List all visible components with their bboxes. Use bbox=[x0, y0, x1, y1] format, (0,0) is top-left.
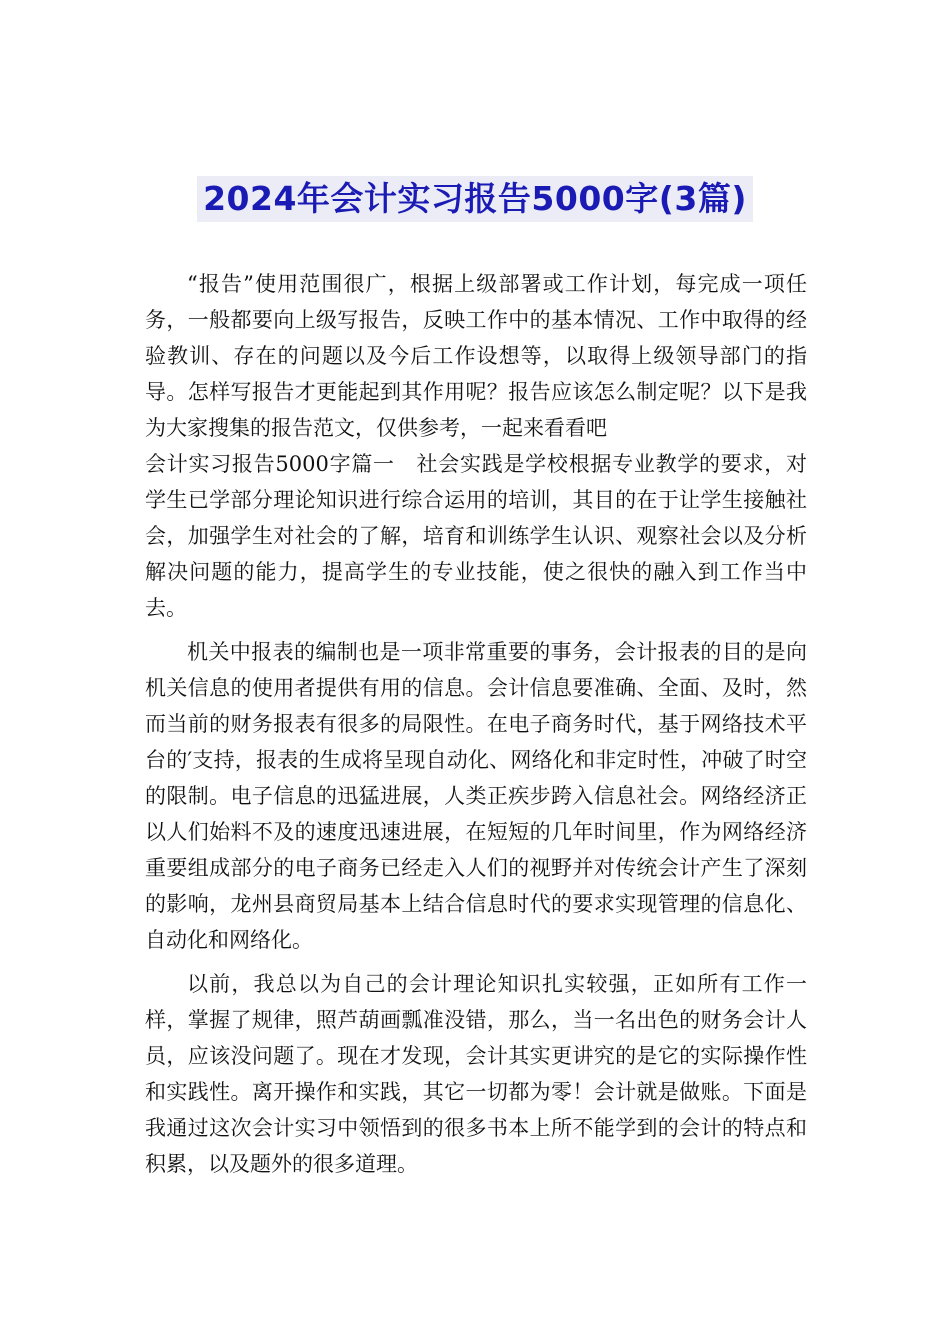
experience-paragraph: 以前，我总以为自己的会计理论知识扎实较强，正如所有工作一样，掌握了规律，照芦葫画瓢准没错，那么，当一名出色的财务会计人员，应该没问题了。现在才发现，会计其实更讲究的是它的实际操作性和实践性。离开操作和实践，其它一切都为零！会计就是做账。下面是我通过这次会计实习中领悟到的很多书本上所不能学到的会计的特点和积累，以及题外的很多道理。 bbox=[145, 972, 807, 1176]
intro-paragraph: “报告”使用范围很广，根据上级部署或工作计划，每完成一项任务，一般都要向上级写报告，反映工作中的基本情况、工作中取得的经验教训、存在的问题以及今后工作设想等，以取得上级领导部门的指导。怎样写报告才更能起到其作用呢？报告应该怎么制定呢？以下是我为大家搜集的报告范文，仅供参考，一起来看看吧 bbox=[145, 272, 807, 440]
document-title bbox=[0, 176, 950, 228]
document-body bbox=[145, 266, 807, 1182]
section-one-paragraph: 会计实习报告5000字篇一 社会实践是学校根据专业教学的要求，对学生已学部分理论知识进行综合运用的培训，其目的在于让学生接触社会，加强学生对社会的了解，培育和训练学生认识、观察社会以及分析解决问题的能力，提高学生的专业技能，使之很快的融入到工作当中去。 bbox=[145, 452, 807, 620]
reports-paragraph: 机关中报表的编制也是一项非常重要的事务，会计报表的目的是向机关信息的使用者提供有用的信息。会计信息要准确、全面、及时，然而当前的财务报表有很多的局限性。在电子商务时代，基于网络技术平台的′支持，报表的生成将呈现自动化、网络化和非定时性，冲破了时空的限制。电子信息的迅猛进展，人类正疾步跨入信息社会。网络经济正以人们始料不及的速度迅速进展，在短短的几年时间里，作为网络经济重要组成部分的电子商务已经走入人们的视野并对传统会计产生了深刻的影响，龙州县商贸局基本上结合信息时代的要求实现管理的信息化、自动化和网络化。 bbox=[145, 640, 807, 952]
title-text: 2024年会计实习报告5000字(3篇) bbox=[197, 176, 753, 222]
